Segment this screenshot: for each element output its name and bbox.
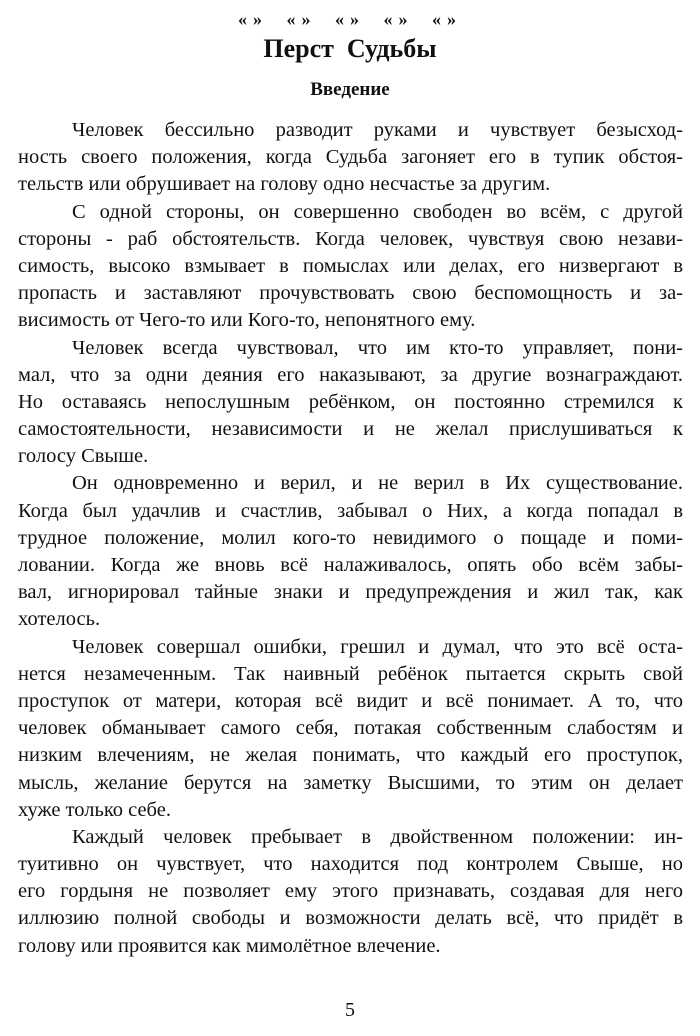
text-line: Человек бессильно разводит руками и чувствует безысход- (72, 119, 683, 141)
text-line: хуже только себе. (18, 798, 171, 821)
paragraph (18, 634, 683, 824)
paragraph (18, 824, 683, 960)
text-line: пропасть и заставляют прочувствовать свою беспомощность и за- (18, 282, 683, 305)
text-line: Человек всегда чувствовал, что им кто-то управляет, пони- (72, 336, 683, 359)
text-line: проступок от матери, которая всё видит и всё понимает. А то, что (18, 689, 683, 712)
text-line: Но оставаясь непослушным ребёнком, он постоянно стремился к (18, 390, 683, 413)
ornament-glyph: «» (335, 9, 365, 29)
text-line: стороны - раб обстоятельств. Когда человек, чувствуя свою незави- (18, 227, 683, 250)
page-number: 5 (345, 999, 355, 1021)
text-line: Когда был удачлив и счастлив, забывал о Них, а когда попадал в (18, 499, 683, 522)
text-line: С одной стороны, он совершенно свободен во всём, с другой (72, 200, 683, 223)
section-subtitle: Введение (310, 79, 390, 100)
text-line: вал, игнорировал тайные знаки и предупреждения и жил так, как (18, 581, 683, 604)
text-line: низким влечениям, не желая понимать, что каждый его проступок, (18, 744, 683, 767)
text-line: иллюзию полной свободы и возможности делать всё, что придёт в (18, 907, 683, 930)
ornament-glyph: «» (432, 9, 462, 29)
text-line: человек обманывает самого себя, потакая собственным слабостям и (18, 717, 683, 740)
text-line: Каждый человек пребывает в двойственном положении: ин- (72, 825, 683, 848)
text-line: туитивно он чувствует, что находится под контролем Свыше, но (18, 853, 683, 876)
text-line: висимость от Чего-то или Кого-то, непонятного ему. (18, 309, 476, 332)
ornament-glyph: «» (286, 9, 317, 29)
text-line: ловании. Когда же вновь всё налаживалось, опять обо всём забы- (18, 554, 683, 576)
ornament-glyph: «» (238, 9, 268, 29)
paragraph (18, 117, 683, 199)
text-line: симость, высоко взмывает в помыслах или делах, его низвергают в (18, 254, 683, 277)
text-line: голосу Свыше. (18, 445, 149, 468)
text-line: его гордыня не позволяет ему этого признавать, создавая для него (18, 880, 683, 903)
text-line: ность своего положения, когда Судьба загоняет его в тупик обстоя- (18, 146, 683, 169)
paragraph (18, 470, 683, 633)
text-line: трудное положение, молил кого-то невидимого о пощаде и поми- (18, 526, 683, 549)
text-line: тельств или обрушивает на голову одно несчастье за другим. (18, 173, 551, 196)
ornament-glyph: «» (383, 9, 414, 29)
text-line: мал, что за одни деяния его наказывают, за другие вознаграждают. (18, 363, 683, 386)
text-line: мысль, желание берутся на заметку Высшими, то этим он делает (18, 771, 683, 794)
text-line: Человек совершал ошибки, грешил и думал, что это всё оста- (72, 635, 683, 658)
text-line: Он одновременно и верил, и не верил в Их существование. (72, 472, 683, 495)
chapter-title: Перст Судьбы (263, 34, 437, 63)
text-line: самостоятельности, независимости и не желал прислушиваться к (18, 418, 683, 441)
text-line: хотелось. (18, 608, 101, 631)
ornament-divider (0, 8, 700, 30)
paragraph (18, 199, 683, 335)
text-line: нется незамеченным. Так наивный ребёнок пытается скрыть свой (18, 662, 683, 685)
paragraph (18, 335, 683, 471)
text-line: голову или проявится как мимолётное влечение. (18, 934, 441, 957)
body-text (18, 117, 683, 960)
